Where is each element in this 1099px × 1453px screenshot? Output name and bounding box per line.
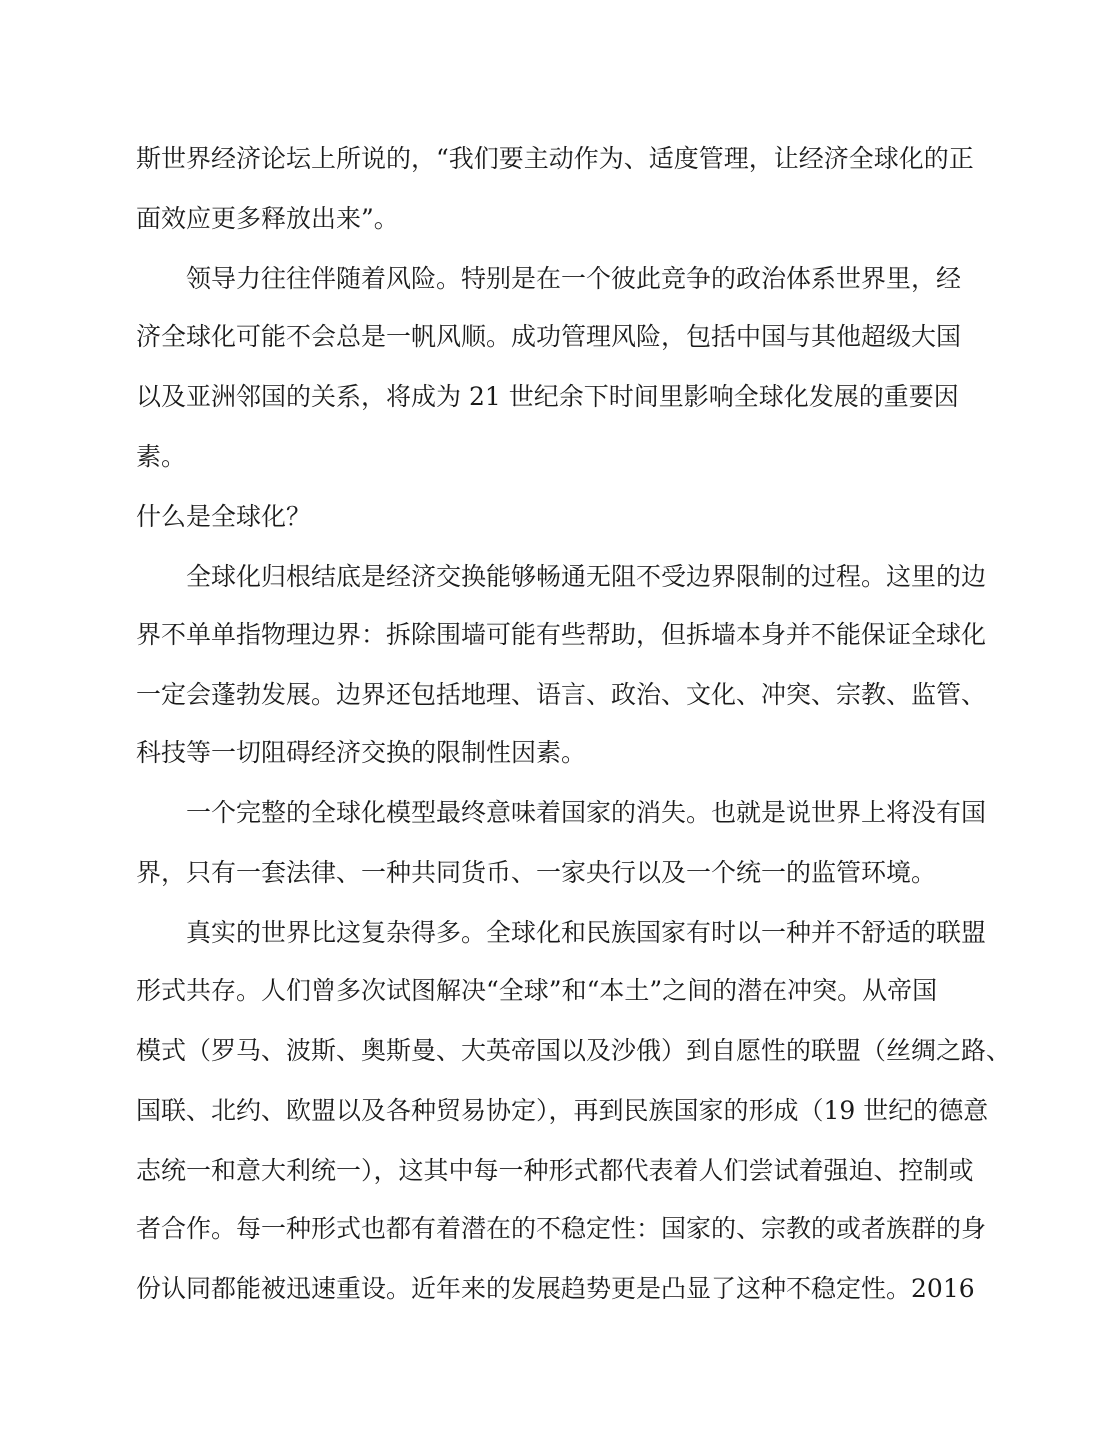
- text-line: 国联、北约、欧盟以及各种贸易协定），再到民族国家的形成（19 世纪的德意: [136, 1096, 989, 1125]
- text-line: 以及亚洲邻国的关系，将成为 21 世纪余下时间里影响全球化发展的重要因: [136, 382, 959, 411]
- paragraph-start-line: 全球化归根结底是经济交换能够畅通无阻不受边界限制的过程。这里的边: [186, 562, 987, 591]
- text-line: 形式共存。人们曾多次试图解决“全球”和“本土”之间的潜在冲突。从帝国: [136, 976, 938, 1005]
- text-line: 济全球化可能不会总是一帆风顺。成功管理风险，包括中国与其他超级大国: [136, 322, 962, 351]
- paragraph-start-line: 一个完整的全球化模型最终意味着国家的消失。也就是说世界上将没有国: [186, 798, 987, 827]
- text-line: 志统一和意大利统一），这其中每一种形式都代表着人们尝试着强迫、控制或: [136, 1156, 974, 1185]
- paragraph-start-line: 真实的世界比这复杂得多。全球化和民族国家有时以一种并不舒适的联盟: [186, 918, 987, 947]
- text-line: 斯世界经济论坛上所说的，“我们要主动作为、适度管理，让经济全球化的正: [136, 144, 974, 173]
- text-line: 份认同都能被迅速重设。近年来的发展趋势更是凸显了这种不稳定性。2016: [136, 1274, 975, 1303]
- text-line: 者合作。每一种形式也都有着潜在的不稳定性：国家的、宗教的或者族群的身: [136, 1214, 987, 1243]
- text-line: 素。: [136, 442, 187, 471]
- text-line: 界，只有一套法律、一种共同货币、一家央行以及一个统一的监管环境。: [136, 858, 937, 887]
- section-heading: 什么是全球化？: [136, 502, 312, 531]
- text-line: 一定会蓬勃发展。边界还包括地理、语言、政治、文化、冲突、宗教、监管、: [136, 680, 987, 709]
- text-line: 模式（罗马、波斯、奥斯曼、大英帝国以及沙俄）到自愿性的联盟（丝绸之路、: [136, 1036, 1012, 1065]
- paragraph-start-line: 领导力往往伴随着风险。特别是在一个彼此竞争的政治体系世界里，经: [186, 264, 962, 293]
- text-line: 界不单单指物理边界：拆除围墙可能有些帮助，但拆墙本身并不能保证全球化: [136, 620, 987, 649]
- text-line: 面效应更多释放出来”。: [136, 204, 399, 233]
- text-line: 科技等一切阻碍经济交换的限制性因素。: [136, 738, 587, 767]
